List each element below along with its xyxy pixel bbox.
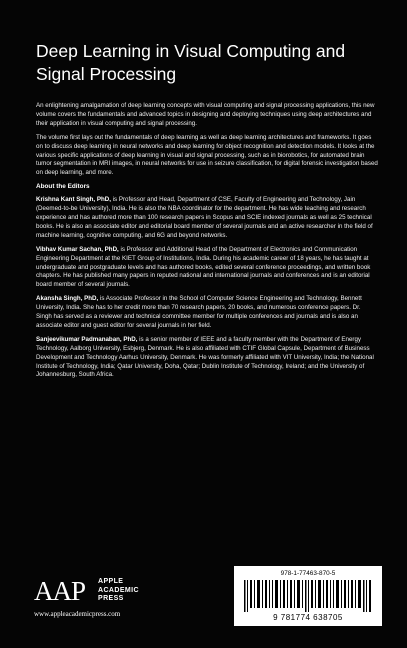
publisher-name-line: ACADEMIC: [98, 586, 139, 594]
editor-name: Vibhav Kumar Sachan, PhD,: [36, 245, 119, 253]
publisher-logo: [34, 576, 144, 606]
editor-bio-4: [36, 336, 378, 381]
description-paragraph-1: An enlightening amalgamation of deep learning concepts with visual computing and signal processing applications, this new volume covers the fundamentals and advanced topics in designing and deploying techniques using deep architectures and their application in visual computing and signal processing.: [36, 102, 375, 127]
editor-bio-text: is a senior member of IEEE and a faculty member with the Department of Energy Technology, Aalborg University, Esbjerg, Denmark. He is also affiliated with CTIF Global Capsule, Department of Business Development and Technology Aarhus University, Denmark. He was formerly affiliated with VIT University, India; the National Institute of Technology, India; Qatar University, Doha, Qatar; Dublin Institute of Technology, Ireland; and the University of Johannesburg, South Africa.: [36, 335, 374, 379]
editor-bio-text: is Professor and Head, Department of CSE, Faculty of Engineering and Technology, Jain (Deemed-to-be University), India. He is also the NBA coordinator for the department. He has wide teaching and research experience and has authored more than 100 research papers in Scopus and SCIE indexed journals as well as 25 technical books. He is also an associate editor and editorial board member of several journals and an active researcher in the field of machine learning, cognitive computing, and 6G and beyond networks.: [36, 196, 373, 239]
editor-bio-3: [36, 295, 378, 331]
editor-bio-1: [36, 196, 378, 241]
cover-text: [36, 102, 378, 385]
isbn-number: 978-1-77463-870-5: [280, 570, 336, 577]
editor-name: Akansha Singh, PhD,: [36, 295, 99, 303]
book-title: Deep Learning in Visual Computing and Signal Processing: [36, 41, 346, 84]
editor-name: Krishna Kant Singh, PhD,: [36, 196, 111, 204]
description-paragraph-2: The volume first lays out the fundamentals of deep learning as well as deep learning architectures and frameworks. It goes on to discuss deep learning in neural networks and deep learning for object recognition and detection models. It looks at the various specific applications of deep learning in visual and signal processing, such as in biorobotics, for automated brain tumor segmentation in MRI images, in neural networks for use in seizure classification, for digital forensic investigation based on deep learning, and more.: [36, 133, 378, 177]
publisher-name-line: APPLE: [98, 578, 124, 585]
barcode-bars-icon: [244, 580, 372, 612]
editor-name: Sanjeevikumar Padmanaban, PhD,: [36, 335, 138, 343]
publisher-name-line: PRESS: [98, 595, 124, 602]
about-editors-heading: About the Editors: [36, 183, 90, 191]
barcode-digits: 9 781774 638705: [273, 613, 343, 622]
editor-bio-text: is Associate Professor in the School of Computer Science Engineering and Technology, Bennett University, India. She has to her credit more than 70 research papers, 20 books, and numerous conference papers. Dr. Singh has served as a reviewer and technical committee member for multiple conferences and journals and is also an associate editor and guest editor for several journals in her field.: [36, 295, 362, 329]
publisher-url: www.appleacademicpress.com: [34, 610, 121, 618]
publisher-logo-mark: AAP: [34, 576, 86, 606]
publisher-name: [98, 578, 139, 604]
isbn-barcode: [234, 566, 382, 626]
editor-bio-2: [36, 246, 378, 291]
editor-bio-text: is Professor and Additional Head of the Department of Electronics and Communication Engineering Department at the KIET Group of Institutions, India. During his academic career of 18 years, he has taught at undergraduate and postgraduate levels and has authored books, edited several conference proceedings, and written book chapters. He has published many papers in reputed national and international journals and conferences and is an editorial board member of several journals.: [36, 245, 371, 289]
